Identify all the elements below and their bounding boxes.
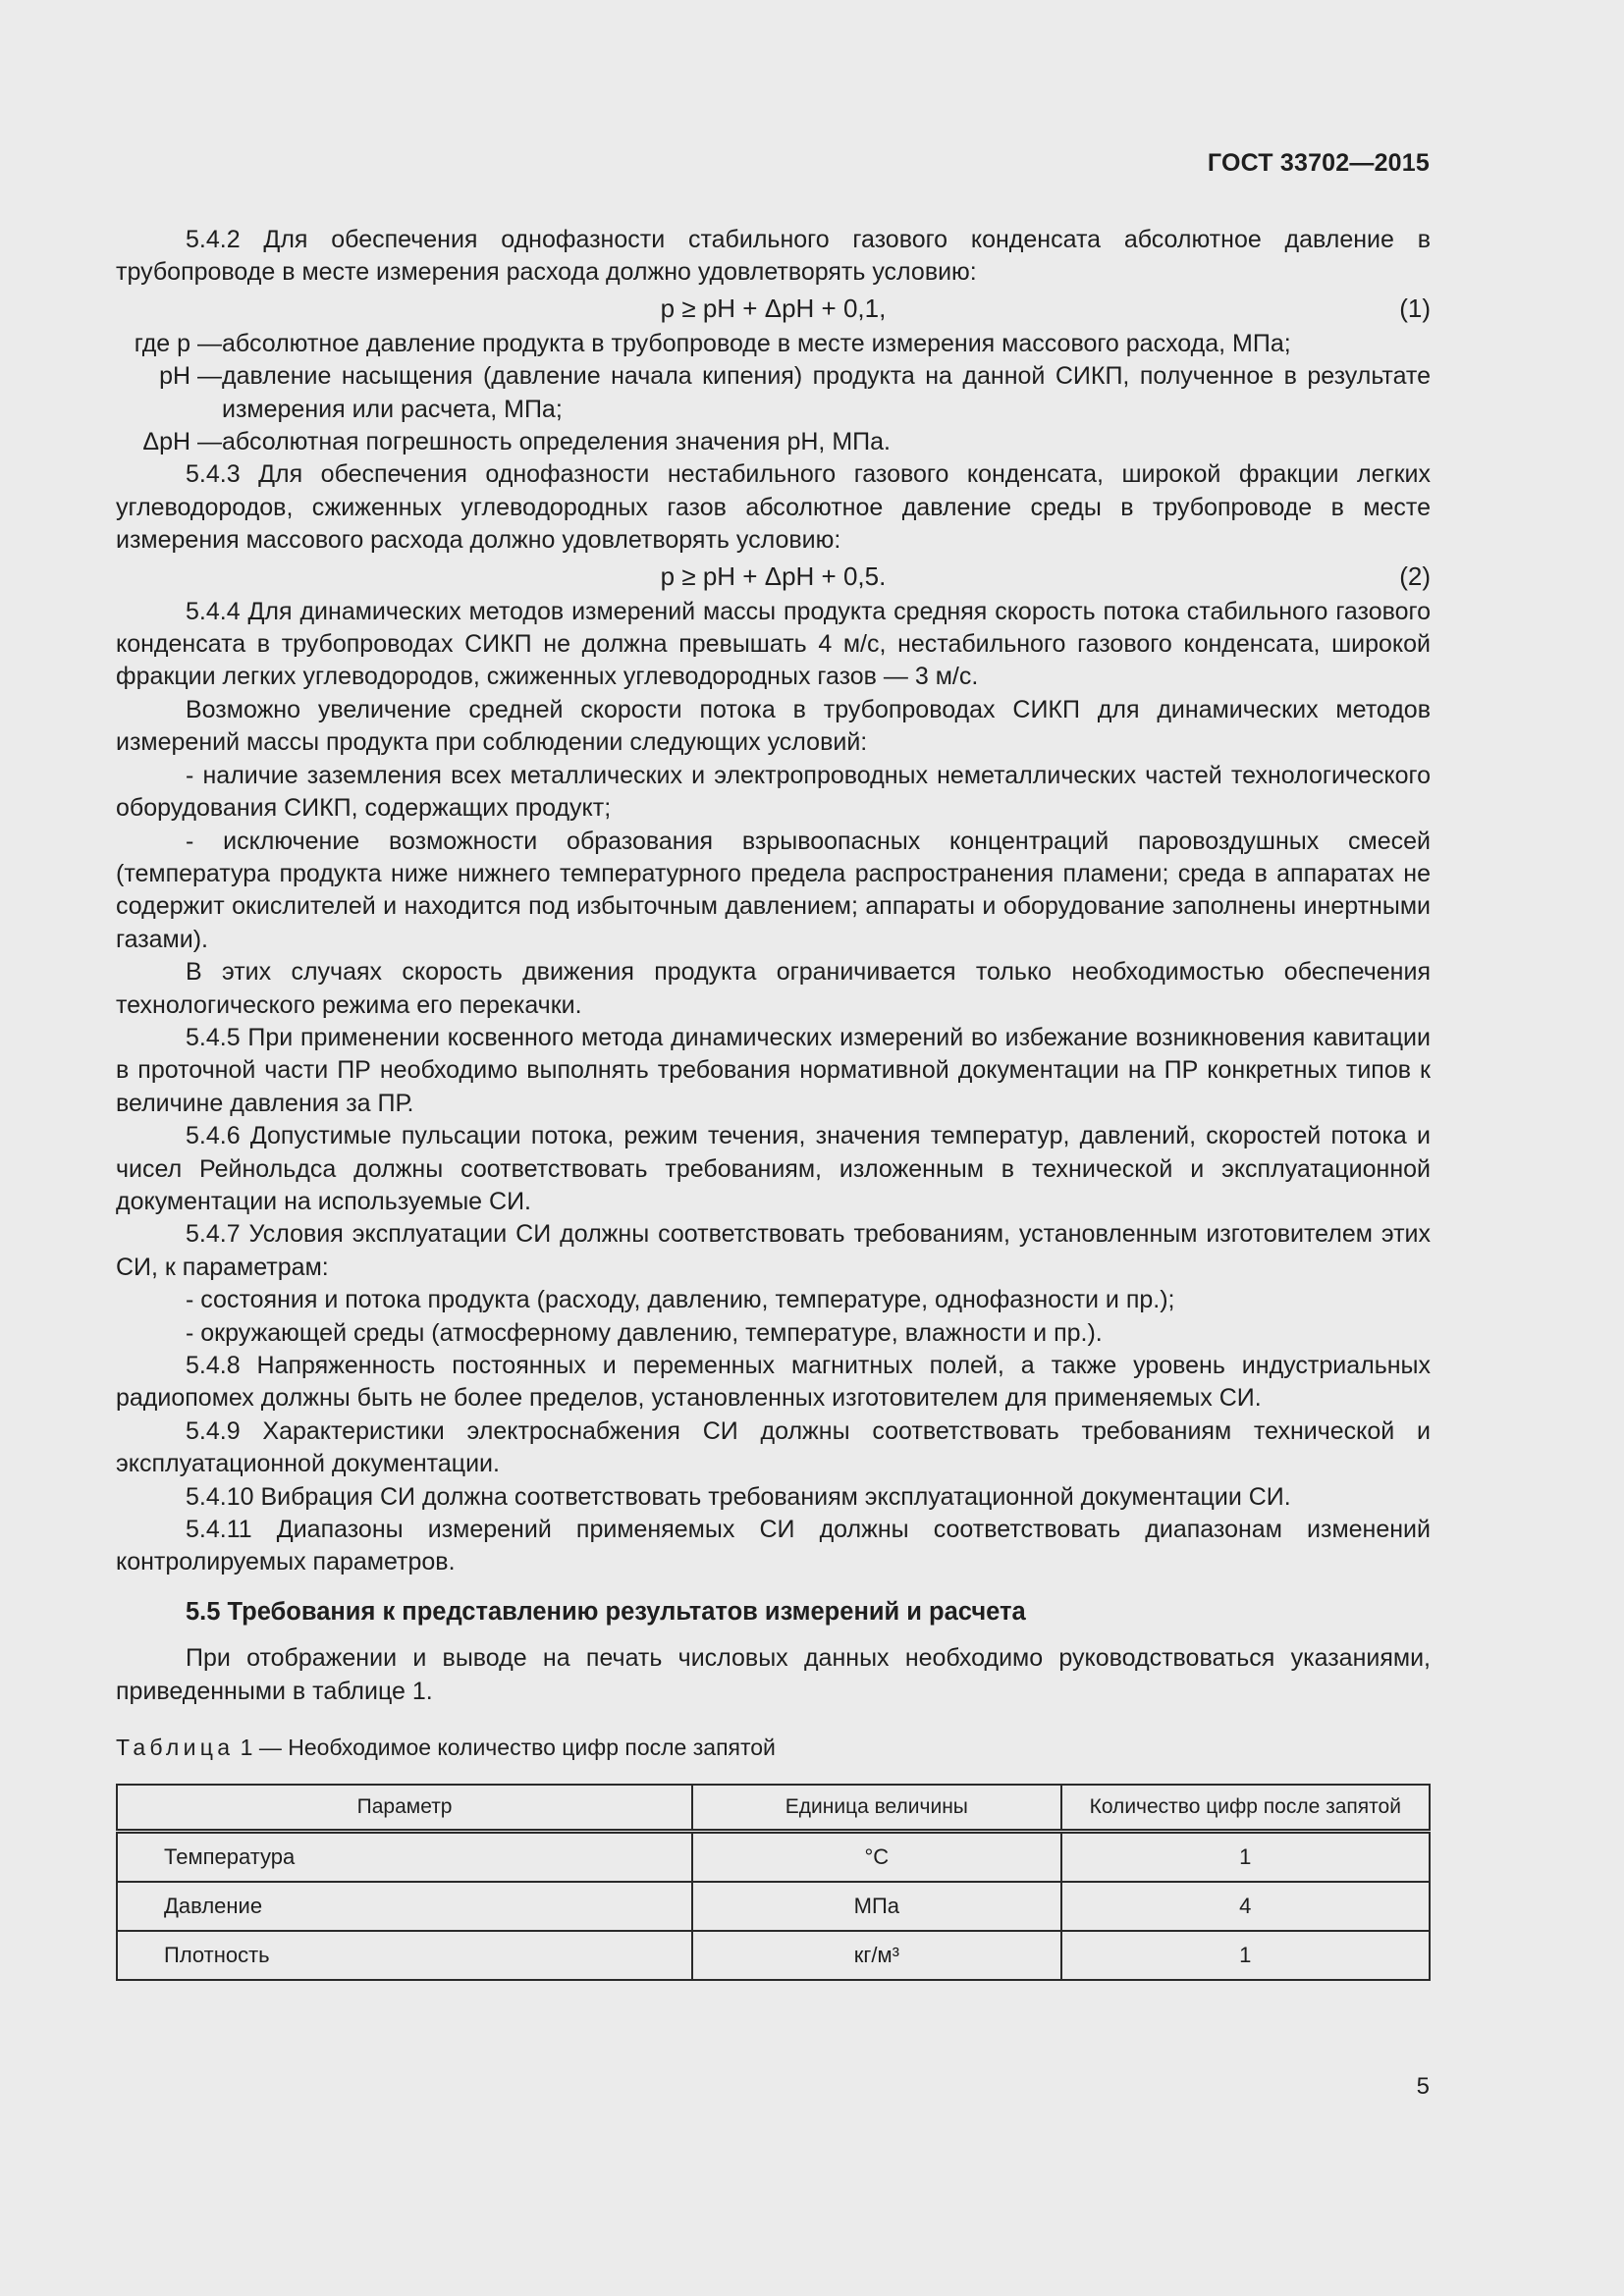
table-cell-parameter: Плотность — [117, 1931, 692, 1980]
definition-term: где p — — [134, 329, 222, 357]
list-item: - состояния и потока продукта (расходу, давлению, температуре, однофазности и пр.); — [186, 1286, 1175, 1314]
table-row — [117, 1931, 1430, 1980]
table-caption-text: 1 — Необходимое количество цифр после запятой — [240, 1735, 776, 1761]
formula-2 — [116, 558, 1431, 596]
table-row — [117, 1882, 1430, 1931]
paragraph-5-5: При отображении и выводе на печать числовых данных необходимо руководствоваться указаниями, приведенными в таблице 1. — [116, 1644, 1431, 1705]
paragraph-5-4-9: 5.4.9 Характеристики электроснабжения СИ должны соответствовать требованиям технической и эксплуатационной документации. — [116, 1416, 1431, 1478]
table-cell-digits: 1 — [1061, 1832, 1430, 1883]
page-number: 5 — [1416, 2073, 1430, 2100]
table-caption-label: Таблица — [116, 1735, 235, 1761]
paragraph-5-4-7: 5.4.7 Условия эксплуатации СИ должны соответствовать требованиям, установленным изготовителем этих СИ, к параметрам: — [116, 1220, 1431, 1281]
formula-1 — [116, 290, 1431, 328]
definition-term: ΔpН — — [142, 428, 222, 456]
paragraph-5-4-2: 5.4.2 Для обеспечения однофазности стабильного газового конденсата абсолютное давление в трубопроводе в месте измерения расхода должно удовлетворять условию: — [116, 226, 1431, 287]
paragraph-5-4-8: 5.4.8 Напряженность постоянных и переменных магнитных полей, а также уровень индустриальных радиопомех должны быть не более пределов, установленных изготовителем для применяемых СИ. — [116, 1352, 1431, 1413]
table-cell-unit: °C — [692, 1832, 1060, 1883]
paragraph-5-4-10: 5.4.10 Вибрация СИ должна соответствовать требованиям эксплуатационной документации СИ. — [186, 1482, 1291, 1511]
table-cell-unit: кг/м³ — [692, 1931, 1060, 1980]
definition-item — [116, 328, 1431, 360]
table-cell-parameter: Температура — [117, 1832, 692, 1883]
paragraph-5-4-3: 5.4.3 Для обеспечения однофазности нестабильного газового конденсата, широкой фракции легких углеводородов, сжиженных углеводородных газов абсолютное давление среды в трубопроводе в месте измерения массового расхода должно удовлетворять условию: — [116, 460, 1431, 555]
paragraph-5-4-5: 5.4.5 При применении косвенного метода динамических измерений во избежание возникновения кавитации в проточной части ПР необходимо выполнять требования нормативной документации на ПР конкретных типов к величине давления за ПР. — [116, 1023, 1431, 1117]
digits-table — [116, 1784, 1431, 1981]
table-cell-parameter: Давление — [117, 1882, 692, 1931]
paragraph: Возможно увеличение средней скорости потока в трубопроводах СИКП для динамических методов измерений массы продукта при соблюдении следующих условий: — [116, 695, 1431, 757]
definition-text: давление насыщения (давление начала кипения) продукта на данной СИКП, полученное в результате измерения или расчета, МПа; — [222, 362, 1431, 423]
list-item: - наличие заземления всех металлических и электропроводных неметаллических частей технологического оборудования СИКП, содержащих продукт; — [116, 761, 1431, 823]
paragraph-5-4-11: 5.4.11 Диапазоны измерений применяемых СИ должны соответствовать диапазонам изменений контролируемых параметров. — [116, 1516, 1431, 1576]
main-content — [116, 224, 1431, 1981]
document-code: ГОСТ 33702—2015 — [1207, 149, 1430, 177]
column-header: Параметр — [117, 1785, 692, 1832]
section-heading-5-5: 5.5 Требования к представлению результатов измерений и расчета — [186, 1597, 1026, 1626]
definition-text: абсолютное давление продукта в трубопроводе в месте измерения массового расхода, МПа; — [222, 329, 1291, 357]
definition-item — [116, 360, 1431, 426]
list-item: - окружающей среды (атмосферному давлению, температуре, влажности и пр.). — [186, 1318, 1103, 1347]
formula-2-number: (2) — [1399, 561, 1431, 591]
definition-term: pН — — [159, 362, 222, 391]
paragraph-5-4-6: 5.4.6 Допустимые пульсации потока, режим течения, значения температур, давлений, скоростей потока и чисел Рейнольдса должны соответствовать требованиям, изложенным в технической и эксплуатационной документации на используемые СИ. — [116, 1122, 1431, 1215]
table-cell-digits: 4 — [1061, 1882, 1430, 1931]
column-header: Количество цифр после запятой — [1061, 1785, 1430, 1832]
definition-item — [116, 426, 1431, 458]
definition-text: абсолютная погрешность определения значения pН, МПа. — [222, 428, 891, 456]
paragraph: В этих случаях скорость движения продукта ограничивается только необходимостью обеспечения технологического режима его перекачки. — [116, 958, 1431, 1019]
formula-2-expression: p ≥ pН + ΔpН + 0,5. — [660, 561, 887, 591]
table-cell-digits: 1 — [1061, 1931, 1430, 1980]
table-cell-unit: МПа — [692, 1882, 1060, 1931]
formula-1-expression: p ≥ pН + ΔpН + 0,1, — [660, 293, 887, 323]
column-header: Единица величины — [692, 1785, 1060, 1832]
list-item: - исключение возможности образования взрывоопасных концентраций паровоздушных смесей (температура продукта ниже нижнего температурного предела распространения пламени; среда в аппаратах не содержит окислителей и находится под избыточным давлением; аппараты и оборудование заполнены инертными газами). — [116, 827, 1431, 953]
table-header-row — [117, 1785, 1430, 1832]
paragraph-5-4-4: 5.4.4 Для динамических методов измерений массы продукта средняя скорость потока стабильного газового конденсата в трубопроводах СИКП не должна превышать 4 м/с, нестабильного газового конденсата, широкой фракции легких углеводородов, сжиженных углеводородных газов — 3 м/с. — [116, 597, 1431, 691]
table-row — [117, 1832, 1430, 1883]
table-caption — [116, 1732, 1431, 1764]
formula-1-number: (1) — [1399, 293, 1431, 323]
